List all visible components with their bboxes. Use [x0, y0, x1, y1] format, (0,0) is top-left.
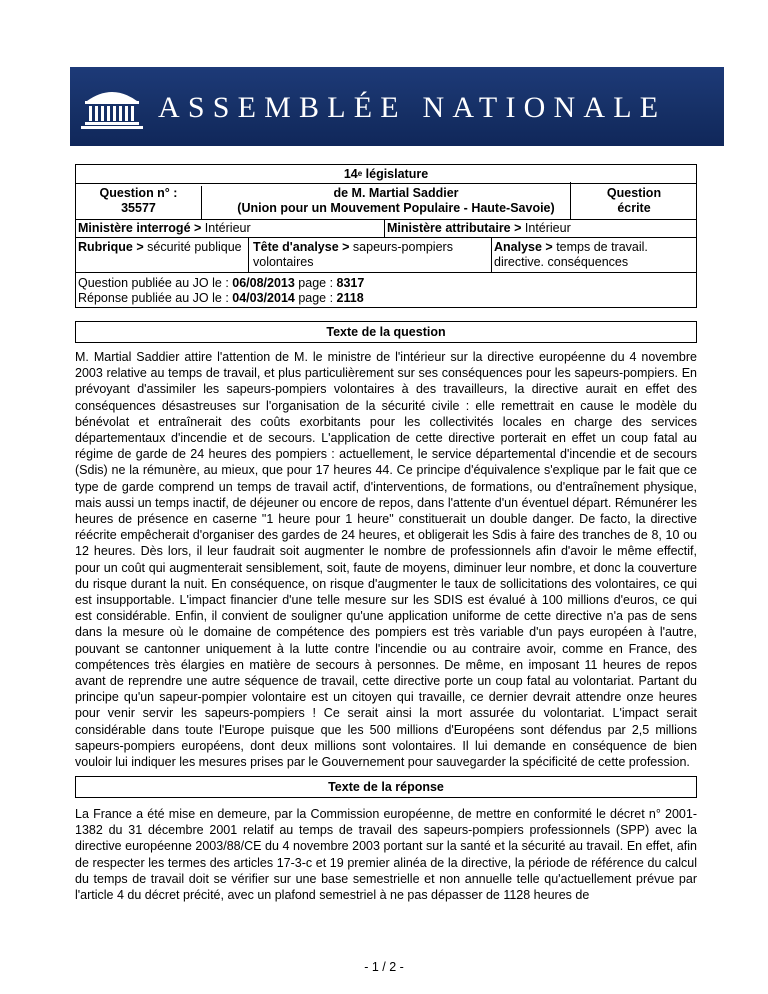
question-published: Question publiée au JO le : 06/08/2013 page : 8317 [78, 276, 365, 290]
assembly-title: ASSEMBLÉE NATIONALE [158, 91, 667, 124]
ministere-interroge: Ministère interrogé > Intérieur [78, 221, 251, 235]
ministere-row [75, 219, 697, 238]
analyse: Analyse > temps de travail. directive. conséquences [494, 240, 648, 269]
rubrique-row [75, 237, 697, 273]
rubrique: Rubrique > sécurité publique [78, 240, 242, 254]
response-heading: Texte de la réponse [75, 776, 697, 798]
question-header-row [75, 183, 697, 220]
question-number-cell: Question n° : 35577 [76, 186, 202, 219]
ministere-attributaire: Ministère attributaire > Intérieur [384, 219, 696, 238]
author-cell [202, 186, 590, 216]
response-published: Réponse publiée au JO le : 04/03/2014 page : 2118 [78, 291, 364, 305]
response-text: La France a été mise en demeure, par la Commission européenne, de mettre en conformité le décret n° 2001-1382 du 31 décembre 2001 relatif au temps de travail des sapeurs-pompiers professionnels (SPP) avec la directive européenne 2003/88/CE du 4 novembre 2003 portant sur la santé et la sécurité au travail. En effet, afin de respecter les termes des articles 17-3-c et 19 premier alinéa de la directive, la période de référence du calcul du temps de travail doit se vérifier sur une base semestrielle et non annuelle telle qu'actuellement prévue par l'article 4 du décret précité, avec un plafond semestriel à ne pas dépasser de 1128 heures de [75, 807, 697, 903]
question-heading: Texte de la question [75, 321, 697, 343]
tete-analyse: Tête d'analyse > sapeurs-pompiers volontaires [248, 237, 492, 273]
header-banner [70, 67, 724, 146]
hemicycle-icon [81, 85, 143, 134]
author-group: (Union pour un Mouvement Populaire - Haute-Savoie) [237, 201, 555, 215]
author-name: de M. Martial Saddier [333, 186, 459, 200]
question-type-cell: Question écrite [570, 182, 697, 219]
question-text: M. Martial Saddier attire l'attention de M. le ministre de l'intérieur sur la directive européenne du 4 novembre 2003 relative au temps de travail, et plus particulièrement sur ses conséquences pour les sapeurs-pompiers. En prévoyant d'assimiler les sapeurs-pompiers volontaires à des travailleurs, la directive aurait en effet des conséquences désastreuses sur l'organisation de la sécurité civile : elle remettrait en cause le modèle du bénévolat et entraînerait des coûts exorbitants pour les collectivités locales en charge des services départementaux d'incendie et de secours. L'application de cette directive porterait en effet un coup fatal au régime de garde de 24 heures des pompiers : actuellement, le service départemental d'incendie et de secours (Sdis) ne la rémunère, au mieux, que pour 17 heures 44. Ce principe d'équivalence s'explique par le fait que ce type de garde comprend un temps de travail actif, d'interventions, de formations, ou d'entraînement physique, mais aussi un temps inactif, de déjeuner ou encore de repos, dans l'attente d'un éventuel départ. Rémunérer les heures de présence en caserne "1 heure pour 1 heure" constituerait un double danger. De facto, la directive réécrite empêcherait d'organiser des gardes de 24 heures, et obligerait les Sdis à faire des tranches de 8, 10 ou 12 heures. Dès lors, il leur faudrait soit augmenter le nombre de professionnels afin d'avoir le même effectif, pour un coût qui augmenterait sensiblement, soit, faute de moyens, diminuer leur nombre, et donc la couverture du risque durant la nuit. En conséquence, on risque d'augmenter le taux de sollicitations des volontaires, ce qui est insupportable. L'impact financier d'une telle mesure sur les SDIS est évalué à 100 millions d'euros, ce qui est considérable. Enfin, il convient de souligner qu'une application uniforme de cette directive n'a pas de sens dans la mesure où le domaine de compétence des pompiers est très variable d'un pays européen à l'autre, pouvant se cantonner uniquement à la lutte contre l'incendie ou au contraire avoir, comme en France, des compétences très élargies en matière de secours à personnes. De même, en imposant 11 heures de repos avant de reprendre une autre séquence de travail, cette directive porte un coup fatal au volontariat. Partant du principe qu'un sapeur-pompier volontaire est un citoyen qui travaille, ce dernier devrait attendre onze heures pour venir servir les sapeurs-pompiers ! Ce serait ainsi la mort assurée du volontariat. L'impact serait considérable dans toute l'Europe puisque que les 500 millions d'Européens sont défendus par 2,5 millions sapeurs-pompiers européens, dont deux millions sont volontaires. Il lui demande en conséquence de bien vouloir lui indiquer les mesures prises par le Gouvernement pour sauvegarder la spécificité de cette profession. [75, 350, 697, 770]
page-number: - 1 / 2 - [364, 960, 404, 974]
publication-row [75, 272, 697, 308]
legislature-row [75, 164, 697, 184]
legislature-label: 14e législature [343, 167, 429, 181]
